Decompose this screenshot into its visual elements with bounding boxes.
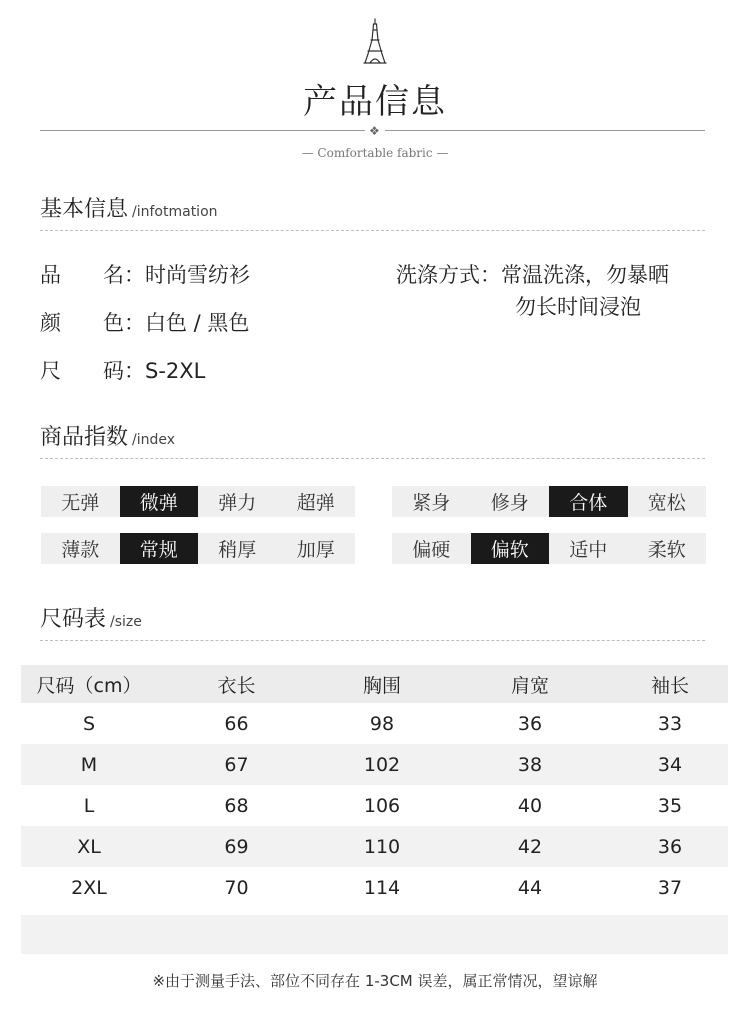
table-row: [21, 744, 728, 785]
table-cell: S: [82, 712, 96, 735]
product-index-heading-en: /index: [132, 432, 176, 448]
fit-option: 修身: [471, 486, 550, 517]
table-row: [21, 703, 728, 744]
table-cell: 40: [517, 794, 543, 817]
softness-option: 偏软: [471, 533, 550, 564]
table-cell: 2XL: [71, 876, 107, 899]
divider-right: [385, 130, 705, 131]
thickness-group: [41, 533, 355, 564]
table-header-cell: 胸围: [362, 674, 401, 697]
table-row: [21, 826, 728, 867]
subtitle: [0, 146, 750, 160]
info-wash-value-line2: 勿长时间浸泡: [515, 295, 641, 319]
thickness-option: 加厚: [277, 533, 356, 564]
table-empty-row: [21, 915, 728, 954]
table-cell: 37: [657, 876, 683, 899]
table-cell: 69: [224, 835, 249, 858]
table-cell: 34: [657, 753, 683, 776]
fit-option: 宽松: [628, 486, 707, 517]
thickness-option: 常规: [120, 533, 199, 564]
product-index-heading: [40, 420, 175, 451]
elasticity-option: 超弹: [277, 486, 356, 517]
info-wash-value-line1: 常温洗涤，勿暴晒: [501, 263, 669, 287]
basic-info-heading: [40, 192, 218, 223]
table-cell: 67: [224, 753, 249, 776]
info-name-row: [40, 259, 250, 289]
elasticity-option: 微弹: [120, 486, 199, 517]
table-cell: 42: [517, 835, 543, 858]
info-size-label: 尺 码：: [40, 359, 145, 383]
table-cell: 110: [363, 835, 401, 858]
table-cell: 66: [224, 712, 249, 735]
table-header-cell: 衣长: [217, 674, 256, 697]
table-cell: 102: [363, 753, 401, 776]
table-cell: 33: [657, 712, 683, 735]
subtitle-dash-right: —: [432, 146, 449, 160]
table-header-row: [21, 665, 728, 703]
table-cell: 68: [224, 794, 249, 817]
subtitle-dash-left: —: [301, 146, 318, 160]
table-cell: 35: [657, 794, 683, 817]
page-title: 产品信息: [303, 82, 447, 122]
table-cell: 70: [224, 876, 249, 899]
table-cell: 38: [517, 753, 543, 776]
elasticity-group: [41, 486, 355, 517]
table-row: [21, 867, 728, 908]
info-name-value: 时尚雪纺衫: [145, 263, 250, 287]
fit-option: 紧身: [392, 486, 471, 517]
table-row: [21, 785, 728, 826]
softness-group: [392, 533, 706, 564]
info-wash-label: 洗涤方式：: [396, 263, 501, 287]
table-cell: 98: [369, 712, 395, 735]
table-cell: 114: [363, 876, 401, 899]
info-size-row: [40, 355, 205, 385]
size-chart-divider: [40, 640, 705, 641]
product-index-heading-cn: 商品指数: [40, 425, 129, 450]
info-color-value: 白色 / 黑色: [145, 311, 250, 335]
table-cell: M: [80, 753, 98, 776]
thickness-option: 稍厚: [198, 533, 277, 564]
table-cell: L: [83, 794, 95, 817]
table-header-cell: 尺码（cm）: [36, 674, 142, 697]
thickness-option: 薄款: [41, 533, 120, 564]
table-cell: 44: [517, 876, 543, 899]
table-header-cell: 袖长: [650, 674, 689, 697]
elasticity-option: 弹力: [198, 486, 277, 517]
basic-info-heading-en: /infotmation: [132, 204, 218, 220]
product-index-divider: [40, 458, 705, 459]
footnote: ※由于测量手法、部位不同存在 1-3CM 误差，属正常情况，望谅解: [152, 972, 598, 990]
info-wash-row: [396, 259, 669, 289]
subtitle-text: Comfortable fabric: [317, 146, 433, 160]
diamond-ornament-icon: ❖: [369, 124, 380, 138]
fit-group: [392, 486, 706, 517]
eiffel-tower-icon: [363, 18, 387, 64]
basic-info-heading-cn: 基本信息: [40, 197, 129, 222]
softness-option: 适中: [549, 533, 628, 564]
basic-info-divider: [40, 230, 705, 231]
info-color-row: [40, 307, 249, 337]
size-chart-heading-en: /size: [110, 614, 142, 630]
info-color-label: 颜 色：: [40, 311, 145, 335]
size-table: [21, 665, 728, 908]
table-header-cell: 肩宽: [510, 674, 549, 697]
table-cell: 36: [517, 712, 543, 735]
size-chart-heading: [40, 602, 142, 633]
info-size-value: S-2XL: [145, 359, 206, 383]
table-cell: 106: [363, 794, 401, 817]
divider-left: [40, 130, 365, 131]
table-cell: 36: [657, 835, 683, 858]
info-name-label: 品 名：: [40, 263, 145, 287]
fit-option: 合体: [549, 486, 628, 517]
softness-option: 柔软: [628, 533, 707, 564]
softness-option: 偏硬: [392, 533, 471, 564]
size-chart-heading-cn: 尺码表: [40, 607, 107, 632]
elasticity-option: 无弹: [41, 486, 120, 517]
table-cell: XL: [77, 835, 101, 858]
